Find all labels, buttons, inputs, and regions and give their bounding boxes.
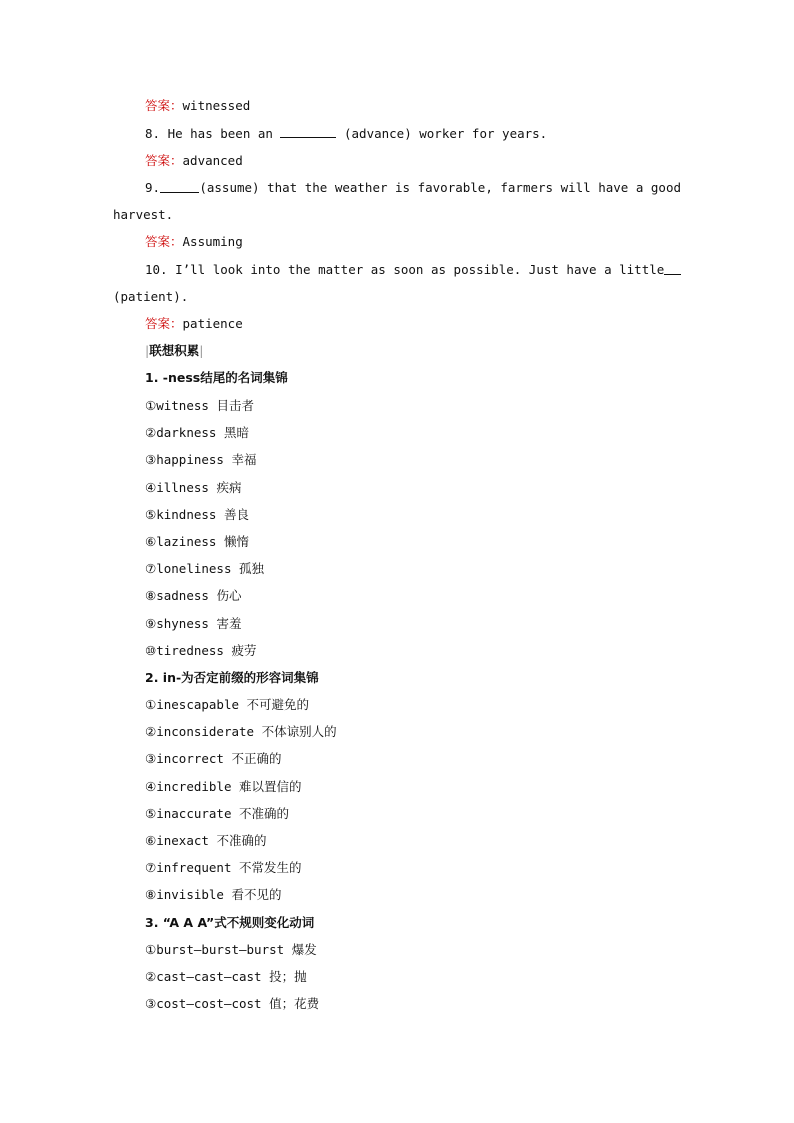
- item-word: tiredness: [156, 642, 224, 658]
- item-marker: ②: [145, 969, 157, 985]
- question-10-text: 10. I’ll look into the matter as soon as possible. Just have a little: [145, 262, 665, 277]
- item-marker: ⑩: [145, 642, 157, 658]
- item-marker: ⑤: [145, 506, 157, 522]
- group-3-title: 3. “A A A”式不规则变化动词: [145, 915, 315, 930]
- item-word: loneliness: [156, 561, 232, 577]
- question-8-prefix: 8. He has been an: [145, 126, 273, 141]
- item-marker: ⑦: [145, 860, 157, 876]
- answer-line-9: [145, 234, 684, 250]
- item-meaning: 难以置信的: [239, 778, 302, 794]
- list-item: [145, 751, 684, 767]
- list-item: [145, 534, 684, 550]
- answer-text: witnessed: [182, 98, 251, 113]
- item-word: happiness: [156, 452, 224, 468]
- answer-line-10: [145, 316, 684, 332]
- item-marker: ⑤: [145, 805, 157, 821]
- item-word: inconsiderate: [156, 724, 255, 740]
- group-2-title: 2. in-为否定前缀的形容词集锦: [145, 670, 319, 685]
- item-marker: ③: [145, 996, 157, 1012]
- item-word: incredible: [156, 778, 232, 794]
- list-item: [145, 779, 684, 795]
- item-marker: ⑨: [145, 615, 157, 631]
- item-meaning: 伤心: [216, 588, 242, 604]
- item-marker: ③: [145, 751, 157, 767]
- answer-line-8: [145, 153, 684, 169]
- answer-text: patience: [182, 316, 243, 331]
- item-marker: ⑧: [145, 588, 157, 604]
- list-item: [145, 724, 684, 740]
- question-9-prefix: 9.: [145, 180, 161, 195]
- answer-text: advanced: [182, 153, 243, 168]
- item-meaning: 目击者: [216, 398, 254, 413]
- item-marker: ①: [145, 697, 157, 712]
- item-word: laziness: [156, 534, 217, 549]
- item-word: witness: [156, 398, 209, 413]
- item-word: incorrect: [156, 751, 224, 767]
- item-word: kindness: [156, 506, 217, 522]
- answer-label: 答案：: [145, 98, 183, 113]
- item-marker: ②: [145, 724, 157, 740]
- question-9-continuation: harvest.: [113, 207, 174, 222]
- answer-blank: [160, 180, 199, 193]
- list-item: [145, 425, 684, 441]
- item-marker: ①: [145, 398, 157, 413]
- item-marker: ⑥: [145, 833, 157, 848]
- item-meaning: 孤独: [239, 561, 265, 577]
- answer-label: 答案：: [145, 153, 183, 168]
- section-heading: [145, 343, 203, 359]
- item-meaning: 幸福: [231, 452, 257, 468]
- item-meaning: 不可避免的: [246, 697, 310, 712]
- item-meaning: 黑暗: [223, 425, 249, 441]
- item-meaning: 投；抛: [269, 969, 307, 985]
- question-10: [145, 262, 681, 278]
- item-word: inaccurate: [156, 805, 232, 821]
- item-word: darkness: [156, 425, 217, 441]
- question-8-suffix: (advance) worker for years.: [344, 126, 548, 141]
- list-item: [145, 806, 684, 822]
- item-meaning: 值；花费: [269, 996, 320, 1012]
- item-meaning: 不常发生的: [239, 860, 302, 876]
- answer-text: Assuming: [182, 234, 243, 249]
- list-item: [145, 452, 684, 468]
- list-item: [145, 969, 684, 985]
- item-word: cast—cast—cast: [156, 969, 262, 985]
- item-meaning: 疾病: [216, 479, 242, 495]
- item-marker: ④: [145, 778, 157, 794]
- item-word: burst—burst—burst: [156, 942, 285, 957]
- item-word: invisible: [156, 887, 224, 903]
- item-marker: ③: [145, 452, 157, 468]
- question-9-suffix: (assume) that the weather is favorable, farmers will have a good: [199, 180, 681, 195]
- list-item: [145, 507, 684, 523]
- list-item: [145, 561, 684, 577]
- list-item: [145, 480, 684, 496]
- item-word: inexact: [156, 833, 209, 848]
- item-meaning: 不正确的: [231, 751, 282, 767]
- item-meaning: 善良: [223, 506, 249, 522]
- section-bar-right: |: [199, 343, 204, 358]
- answer-line-7: [145, 98, 684, 114]
- section-bar-left: |: [145, 343, 150, 358]
- question-10-continuation: (patient).: [113, 289, 189, 304]
- list-item: [145, 887, 684, 903]
- item-word: sadness: [156, 588, 209, 604]
- item-marker: ②: [145, 425, 157, 441]
- item-word: inescapable: [156, 697, 240, 712]
- list-item: [145, 996, 684, 1012]
- answer-label: 答案：: [145, 316, 183, 331]
- list-item: [145, 398, 684, 414]
- item-word: illness: [156, 479, 209, 495]
- item-marker: ⑦: [145, 561, 157, 577]
- item-marker: ①: [145, 942, 157, 957]
- list-item: [145, 643, 684, 659]
- item-meaning: 懒惰: [223, 534, 249, 549]
- item-meaning: 不准确的: [216, 833, 267, 848]
- item-meaning: 害羞: [216, 615, 242, 631]
- answer-blank: [664, 262, 681, 275]
- answer-label: 答案：: [145, 234, 183, 249]
- item-meaning: 不准确的: [239, 805, 290, 821]
- item-meaning: 爆发: [291, 942, 317, 957]
- item-marker: ④: [145, 479, 157, 495]
- item-marker: ⑥: [145, 534, 157, 549]
- item-meaning: 疲劳: [231, 642, 257, 658]
- question-9: [145, 180, 681, 196]
- question-8: [145, 125, 684, 142]
- item-meaning: 看不见的: [231, 887, 282, 903]
- item-word: infrequent: [156, 860, 232, 876]
- answer-blank: [280, 125, 336, 138]
- section-title: 联想积累: [149, 343, 200, 358]
- group-1-title: 1. -ness结尾的名词集锦: [145, 370, 288, 385]
- item-marker: ⑧: [145, 887, 157, 903]
- list-item: [145, 833, 684, 849]
- item-meaning: 不体谅别人的: [261, 724, 337, 740]
- item-word: shyness: [156, 615, 209, 631]
- list-item: [145, 697, 684, 713]
- list-item: [145, 616, 684, 632]
- list-item: [145, 860, 684, 876]
- list-item: [145, 942, 684, 958]
- item-word: cost—cost—cost: [156, 996, 262, 1012]
- list-item: [145, 588, 684, 604]
